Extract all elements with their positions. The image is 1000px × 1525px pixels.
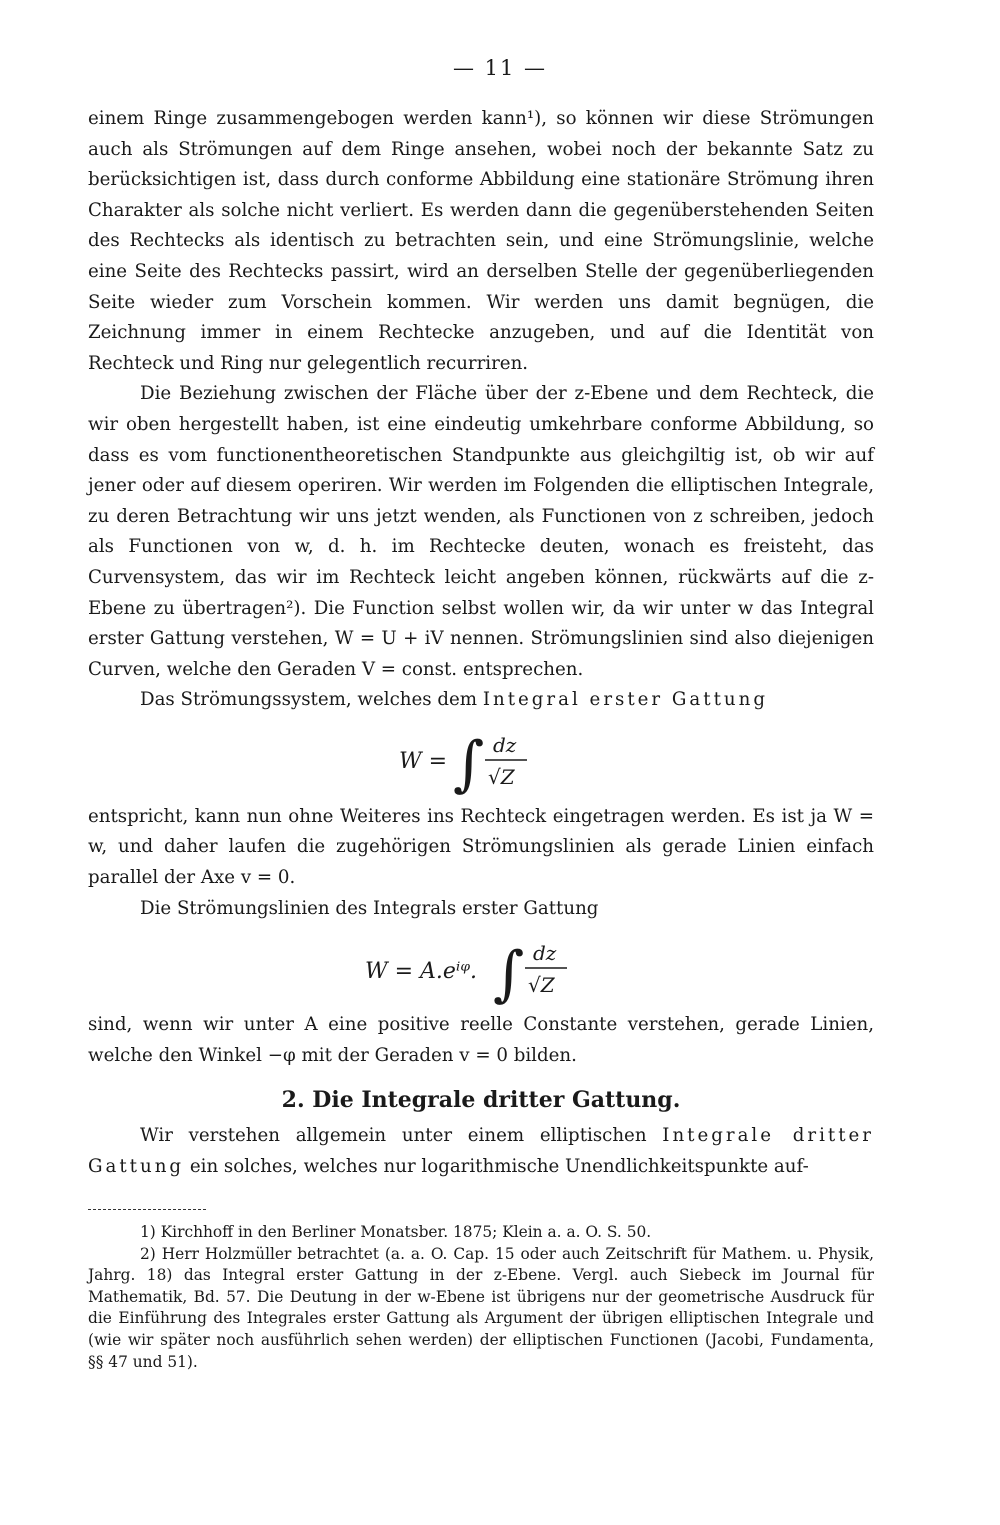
integral-sign: ∫	[453, 728, 485, 799]
paragraph-5: Die Strömungslinien des Integrals erster Gattung	[140, 897, 599, 919]
integral-sign: ∫	[493, 939, 525, 1010]
paragraph-4: entspricht, kann nun ohne Weiteres ins Rechteck eingetragen werden. Es ist ja W = w, und daher laufen die zugehörigen Strömungslinien als gerade Linien einfach parallel der Axe v = 0.	[88, 805, 874, 889]
footnote-1: 1) Kirchhoff in den Berliner Monatsber. 1875; Klein a. a. O. S. 50.	[140, 1223, 652, 1241]
equation-1	[88, 718, 874, 800]
equation-1-lhs: W =	[399, 748, 448, 774]
equation-1-svg	[381, 718, 581, 800]
section-heading: 2. Die Integrale dritter Gattung.	[281, 1087, 681, 1114]
equation-1-denominator: √Z	[488, 764, 515, 789]
equation-2-svg	[351, 926, 611, 1008]
equation-2-lhs: W = A.eⁱᵠ.	[365, 959, 478, 985]
paragraph-7-text-c: ein solches, welches nur logarithmische Unendlichkeitspunkte auf-	[189, 1156, 809, 1178]
page-number: — 11 —	[452, 56, 548, 80]
emphasis-integral-first-kind: Integral erster Gattung	[482, 689, 768, 711]
equation-2-numerator: dz	[533, 941, 557, 966]
paragraph-1: einem Ringe zusammengebogen werden kann¹), so können wir diese Strömungen auch als Strömungen auf dem Ringe ansehen, wobei noch der bekannte Satz zu berücksichtigen ist, dass durch conforme Abbildung eine stationäre Strömung ihren Charakter als solche nicht verliert. Es werden dann die gegenüberstehenden Seiten des Rechtecks als identisch zu betrachten sein, und eine Strömungslinie, welche eine Seite des Rechtecks passirt, wird an derselben Stelle der gegenüberliegenden Seite wieder zum Vorschein kommen. Wir werden uns damit begnügen, die Zeichnung immer in einem Rechtecke anzugeben, und auf die Identität von Rechteck und Ring nur gelegentlich recurriren.	[88, 108, 874, 374]
footnotes	[88, 1222, 874, 1373]
equation-2-denominator: √Z	[528, 973, 555, 998]
emphasis-integral-third-kind: Integrale dritter Gattung	[88, 1125, 874, 1178]
paragraph-3-text: Das Strömungssystem, welches dem	[140, 689, 478, 711]
paragraph-6: sind, wenn wir unter A eine positive reelle Constante verstehen, gerade Linien, welche den Winkel −φ mit der Geraden v = 0 bilden.	[88, 1014, 874, 1066]
equation-2	[88, 926, 874, 1008]
paragraph-2: Die Beziehung zwischen der Fläche über der z-Ebene und dem Rechteck, die wir oben hergestellt haben, ist eine eindeutig umkehrbare conforme Abbildung, so dass es vom functionentheoretischen Standpunkte aus gleichgiltig ist, ob wir auf jener oder auf diesem operiren. Wir werden im Folgenden die elliptischen Integrale, zu deren Betrachtung wir uns jetzt wenden, als Functionen von z schreiben, jedoch als Functionen von w, d. h. im Rechtecke deuten, wonach es freisteht, das Curvensystem, das wir im Rechteck leicht angeben können, rückwärts auf die z-Ebene zu übertragen²). Die Function selbst wollen wir, da wir unter w das Integral erster Gattung verstehen, W = U + iV nennen. Strömungslinien sind also diejenigen Curven, welche den Geraden V = const. entsprechen.	[88, 383, 874, 680]
paragraph-3	[88, 685, 874, 716]
equation-1-numerator: dz	[493, 732, 517, 757]
paragraph-7	[88, 1121, 874, 1182]
paragraph-7-text-a: Wir verstehen allgemein unter einem elliptischen	[140, 1125, 647, 1147]
footnote-2: 2) Herr Holzmüller betrachtet (a. a. O. Cap. 15 oder auch Zeitschrift für Mathem. u. Physik, Jahrg. 18) das Integral erster Gattung in der z-Ebene. Vergl. auch Siebeck im Journal für Mathematik, Bd. 57. Die Deutung in der w-Ebene ist übrigens nur der geometrische Ausdruck für die Einführung des Integrales erster Gattung als Argument der übrigen elliptischen Integrale und (wie wir später noch ausführlich sehen werden) der elliptischen Functionen (Jacobi, Fundamenta, §§ 47 und 51).	[88, 1244, 874, 1371]
main-text	[88, 104, 874, 1183]
footnote-rule	[88, 1209, 206, 1210]
